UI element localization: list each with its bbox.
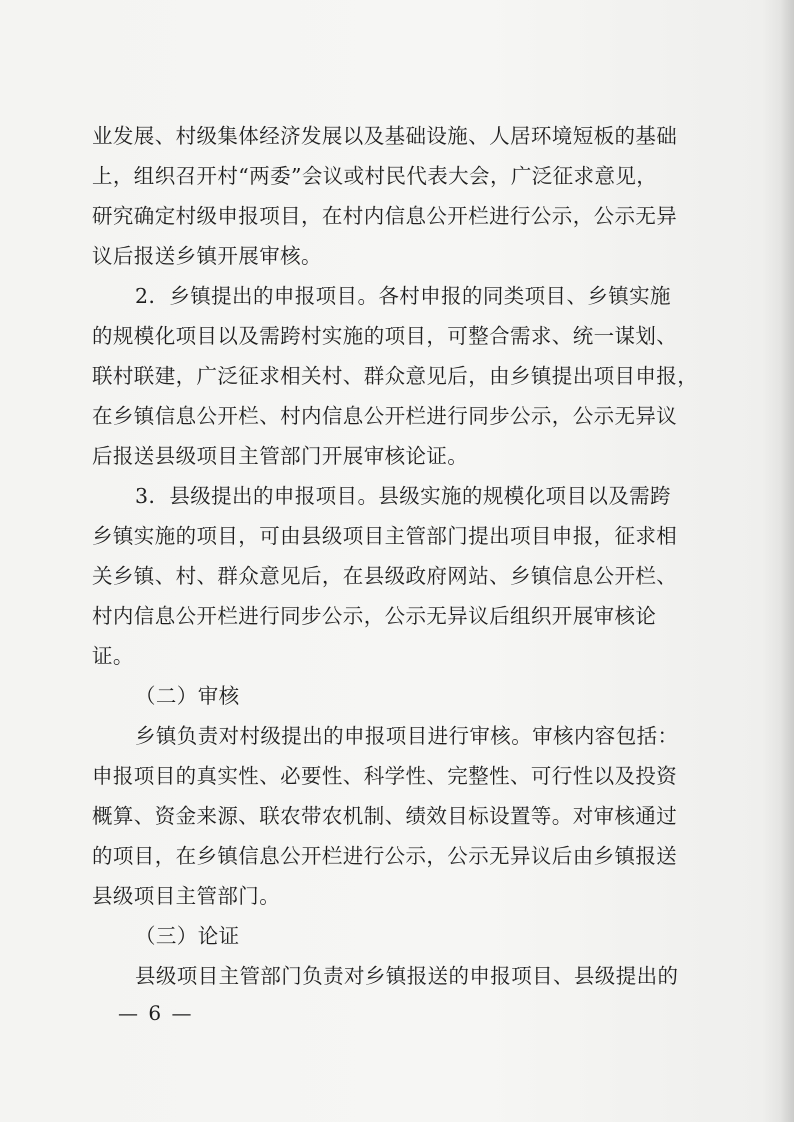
text-line: 县级项目主管部门。 [92,884,281,908]
text-line: 后报送县级项目主管部门开展审核论证。 [92,444,469,468]
text-line: 关乡镇、村、群众意见后，在县级政府网站、乡镇信息公开栏、 [92,564,678,588]
paragraph-3 [92,476,692,676]
paragraph-1 [92,116,692,276]
text-line: 2．乡镇提出的申报项目。各村申报的同类项目、乡镇实施 [135,284,671,308]
text-line: 村内信息公开栏进行同步公示，公示无异议后组织开展审核论 [92,604,657,628]
text-line: 的规模化项目以及需跨村实施的项目，可整合需求、统一谋划、 [92,324,678,348]
text-line: 乡镇负责对村级提出的申报项目进行审核。审核内容包括： [135,724,679,748]
section-heading-demonstration [92,916,692,956]
text-line: 3．县级提出的申报项目。县级实施的规模化项目以及需跨 [135,484,671,508]
text-line: 证。 [92,644,134,668]
text-line: 申报项目的真实性、必要性、科学性、完整性、可行性以及投资 [92,764,678,788]
paragraph-5 [92,956,692,996]
text-line: 议后报送乡镇开展审核。 [92,244,322,268]
document-body [92,116,699,996]
paragraph-2 [92,276,699,476]
page-edge-shadow [780,0,794,1122]
paragraph-4 [92,716,692,916]
text-line: 上，组织召开村“两委”会议或村民代表大会，广泛征求意见， [92,164,658,188]
text-line: 乡镇实施的项目，可由县级项目主管部门提出项目申报，征求相 [92,524,678,548]
section-heading-review [92,676,692,716]
text-line: 在乡镇信息公开栏、村内信息公开栏进行同步公示，公示无异议 [92,404,678,428]
heading-text: （三）论证 [135,924,240,948]
text-line: 的项目，在乡镇信息公开栏进行公示，公示无异议后由乡镇报送 [92,844,678,868]
text-line: 研究确定村级申报项目，在村内信息公开栏进行公示，公示无异 [92,204,678,228]
page-number: — 6 — [118,1001,194,1025]
text-line: 概算、资金来源、联农带农机制、绩效目标设置等。对审核通过 [92,804,678,828]
heading-text: （二）审核 [135,684,240,708]
text-line: 业发展、村级集体经济发展以及基础设施、人居环境短板的基础 [92,124,678,148]
text-line: 联村联建，广泛征求相关村、群众意见后，由乡镇提出项目申报， [92,364,699,388]
text-line: 县级项目主管部门负责对乡镇报送的申报项目、县级提出的 [135,964,679,988]
